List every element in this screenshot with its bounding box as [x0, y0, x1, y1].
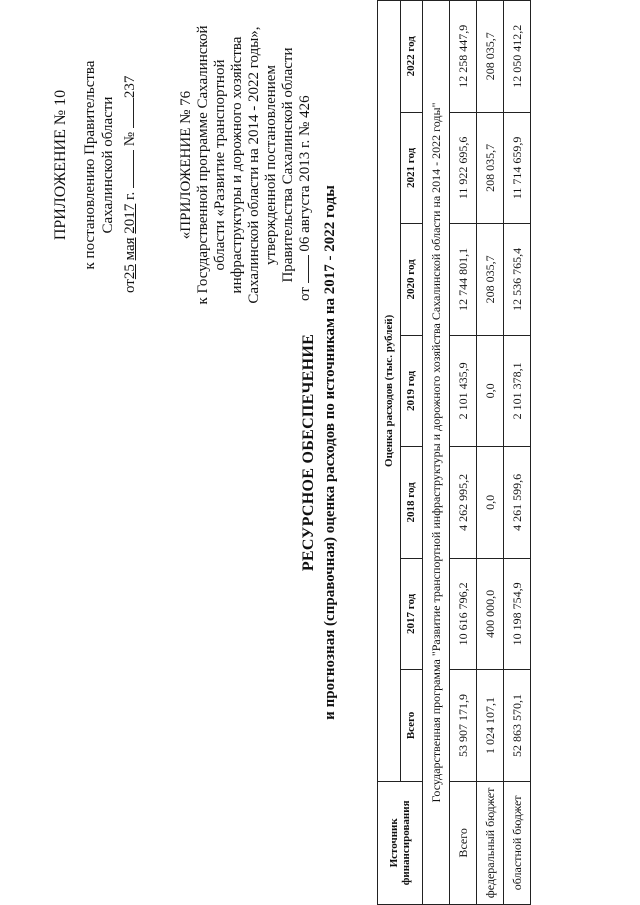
table-cell: 0,0	[477, 335, 504, 447]
table-cell: 12 536 765,4	[504, 224, 531, 336]
appendix-76-line: утвержденной постановлением	[263, 65, 279, 265]
column-header: 2022 год	[400, 1, 423, 113]
appendix-76-line: инфраструктуры и дорожного хозяйства	[229, 36, 245, 294]
year-suffix: г.	[122, 191, 138, 200]
column-header: 2019 год	[400, 335, 423, 447]
table-cell: 2 101 435,9	[450, 335, 477, 447]
appendix-10-line2: Сахалинской области	[100, 96, 116, 234]
number-label: №	[122, 131, 138, 147]
row-name: федеральный бюджет	[477, 781, 504, 904]
table-row	[504, 1, 531, 905]
from-label: от	[297, 287, 313, 301]
row-name: Всего	[450, 781, 477, 904]
doc-number: 426	[297, 95, 313, 118]
appendix-76-line: «ПРИЛОЖЕНИЕ № 76	[178, 90, 194, 240]
table-cell: 2 101 378,1	[504, 335, 531, 447]
table-cell: 11 714 659,9	[504, 112, 531, 224]
appendix-10-date-line	[122, 23, 139, 293]
doc-number: 237	[122, 75, 138, 99]
approval-date: 06 августа 2013 г.	[297, 139, 313, 252]
table-cell: 12 744 801,1	[450, 224, 477, 336]
table-cell: 10 198 754,9	[504, 558, 531, 670]
column-header: 2021 год	[400, 112, 423, 224]
estimate-header: Оценка расходов (тыс. рублей)	[378, 1, 401, 782]
table-header-row	[378, 1, 401, 905]
table-row	[477, 1, 504, 905]
source-header: Источник финансирования	[378, 781, 423, 904]
column-header: 2017 год	[400, 558, 423, 670]
appendix-76-line: к Государственной программе Сахалинской	[195, 25, 211, 305]
from-label: от	[122, 279, 138, 293]
table-column-row	[400, 1, 423, 905]
table-cell: 208 035,7	[477, 224, 504, 336]
blank-line	[133, 98, 134, 128]
appendix-76-line: Сахалинской области на 2014 - 2022 годы»,	[246, 26, 262, 304]
appendix-76-block	[178, 15, 314, 315]
column-header: 2020 год	[400, 224, 423, 336]
table-cell: 12 050 412,2	[504, 1, 531, 113]
table-cell: 0,0	[477, 447, 504, 559]
table-cell: 52 863 570,1	[504, 670, 531, 782]
table-cell: 4 261 599,6	[504, 447, 531, 559]
table-cell: 400 000,0	[477, 558, 504, 670]
month: мая	[122, 237, 138, 261]
table-cell: 11 922 695,6	[450, 112, 477, 224]
table-cell: 208 035,7	[477, 112, 504, 224]
table-cell: 10 616 796,2	[450, 558, 477, 670]
resource-table	[377, 0, 531, 905]
program-title: Государственная программа "Развитие транспортной инфраструктуры и дорожного хозяйства Сахалинской области на 2014 - 2022 годы"	[423, 1, 450, 905]
table-cell: 53 907 171,9	[450, 670, 477, 782]
table-row	[450, 1, 477, 905]
appendix-10-title: ПРИЛОЖЕНИЕ № 10	[52, 89, 69, 241]
appendix-76-line: области «Развитие транспортной	[212, 59, 228, 271]
table-cell: 12 258 447,9	[450, 1, 477, 113]
program-row	[423, 1, 450, 905]
year: 2017	[122, 203, 138, 234]
row-name: областной бюджет	[504, 781, 531, 904]
column-header: Всего	[400, 670, 423, 782]
appendix-10-line1: к постановлению Правительства	[82, 60, 98, 270]
day: 25	[122, 264, 138, 280]
appendix-76-line: Правительства Сахалинской области	[280, 47, 296, 283]
blank-line	[133, 150, 134, 188]
page-title: РЕСУРСНОЕ ОБЕСПЕЧЕНИЕ	[300, 333, 317, 572]
column-header: 2018 год	[400, 447, 423, 559]
table-cell: 4 262 995,2	[450, 447, 477, 559]
table-cell: 208 035,7	[477, 1, 504, 113]
page-subtitle: и прогнозная (справочная) оценка расходов по источникам на 2017 - 2022 годы	[322, 185, 338, 720]
table-cell: 1 024 107,1	[477, 670, 504, 782]
number-label: №	[297, 121, 313, 136]
